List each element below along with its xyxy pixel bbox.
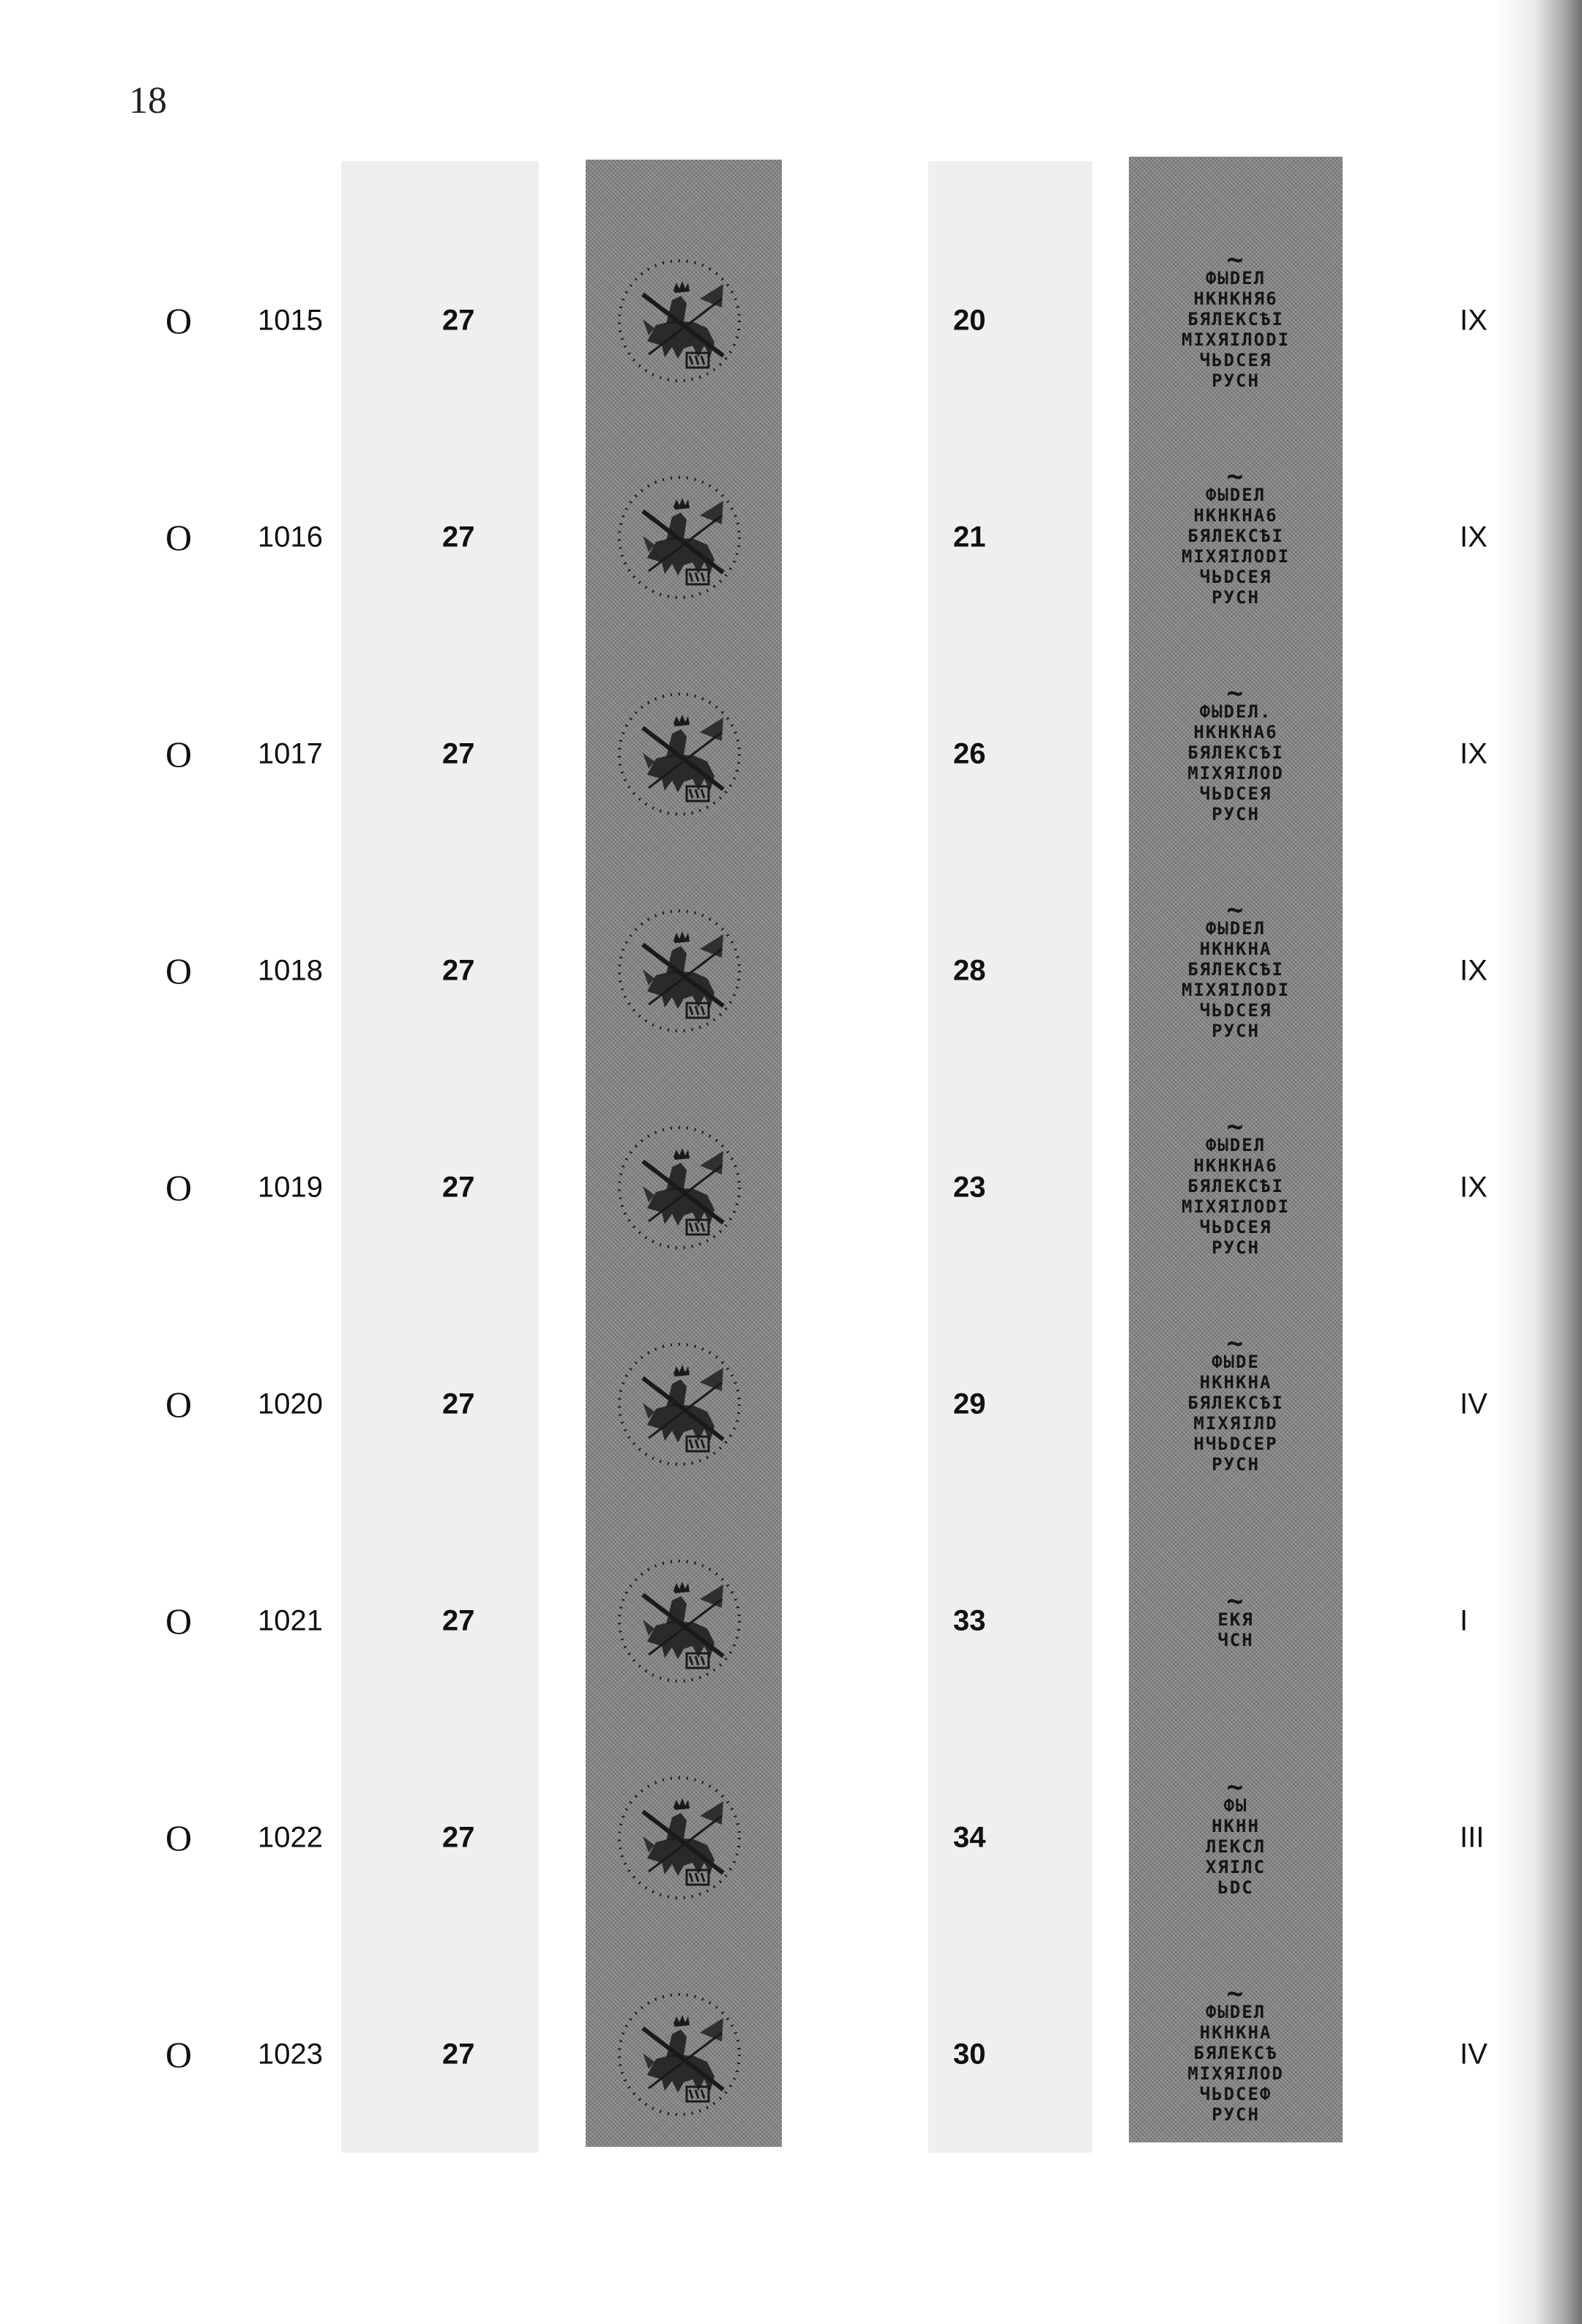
inscription-line: НКНКНЯ6 bbox=[1193, 288, 1278, 309]
inscription-line: ЧЬDСЕЯ bbox=[1199, 567, 1272, 587]
reverse-inscription bbox=[1129, 1110, 1343, 1258]
inscription-line: БЯЛЕКСѢI bbox=[1187, 1393, 1284, 1413]
diameter-value: 34 bbox=[953, 1821, 986, 1854]
catalog-number: 1018 bbox=[258, 954, 323, 987]
row-mark: O bbox=[165, 2034, 193, 2075]
inscription-line: БЯЛЕКСѢI bbox=[1187, 742, 1284, 763]
table-row bbox=[0, 1513, 1582, 1729]
diameter-value: 29 bbox=[953, 1388, 986, 1420]
row-mark: O bbox=[165, 734, 193, 775]
table-row bbox=[0, 1079, 1582, 1296]
reverse-inscription bbox=[1129, 1327, 1343, 1475]
inscription-line: РУСН bbox=[1212, 1454, 1260, 1475]
inscription-line: РУСН bbox=[1212, 1021, 1260, 1041]
grade-value: IX bbox=[1460, 954, 1488, 987]
inscription-line: ЧЬDСЕЯ bbox=[1199, 350, 1272, 370]
weight-value: 27 bbox=[442, 954, 475, 987]
weight-value: 27 bbox=[442, 1604, 475, 1637]
inscription-line: ФЫDЕ bbox=[1212, 1352, 1260, 1372]
catalog-number: 1022 bbox=[258, 1821, 323, 1854]
inscription-line: РУСН bbox=[1212, 370, 1260, 391]
row-mark: O bbox=[165, 950, 193, 991]
inscription-line: ФЫDЕЛ bbox=[1205, 2002, 1266, 2022]
catalog-number: 1016 bbox=[258, 521, 323, 554]
inscription-line: ФЫDЕЛ bbox=[1205, 485, 1266, 505]
inscription-line: БЯЛЕКСѢ bbox=[1193, 2043, 1278, 2063]
inscription-line: MIXЯIЛODI bbox=[1181, 329, 1291, 350]
row-mark: O bbox=[165, 517, 193, 558]
inscription-line: MIXЯIЛОD bbox=[1187, 2063, 1284, 2084]
inscription-line: РУСН bbox=[1212, 587, 1260, 608]
inscription-line: ЧЬDСЕФ bbox=[1199, 2084, 1272, 2104]
weight-value: 27 bbox=[442, 1821, 475, 1854]
row-mark: O bbox=[165, 1601, 193, 1642]
table-row bbox=[0, 212, 1582, 429]
inscription-line: НКНН bbox=[1212, 1816, 1260, 1836]
inscription-line: БЯЛЕКСѢI bbox=[1187, 309, 1284, 329]
weight-value: 27 bbox=[442, 2038, 475, 2071]
obverse-rider-icon bbox=[613, 688, 745, 820]
grade-value: I bbox=[1460, 1604, 1469, 1637]
inscription-line: НКНКНА6 bbox=[1193, 1155, 1278, 1176]
titlo-mark: ~ bbox=[1226, 1327, 1245, 1359]
inscription-line: РУСН bbox=[1212, 2104, 1260, 2125]
obverse-rider-icon bbox=[613, 255, 745, 387]
inscription-line: ЬDС bbox=[1217, 1877, 1254, 1898]
diameter-value: 28 bbox=[953, 954, 986, 987]
inscription-line: НКНКНА bbox=[1199, 939, 1272, 959]
inscription-line: ЧЬDСЕЯ bbox=[1199, 1217, 1272, 1237]
titlo-mark: ~ bbox=[1226, 460, 1245, 492]
inscription-line: НКНКНА bbox=[1199, 2022, 1272, 2043]
inscription-line: БЯЛЕКСѢI bbox=[1187, 526, 1284, 546]
titlo-mark: ~ bbox=[1226, 1770, 1245, 1803]
titlo-mark: ~ bbox=[1226, 1110, 1245, 1142]
inscription-line: ЕКЯ bbox=[1217, 1609, 1254, 1630]
weight-value: 27 bbox=[442, 1388, 475, 1420]
obverse-rider-icon bbox=[613, 1338, 745, 1470]
inscription-line: ФЫDЕЛ. bbox=[1199, 701, 1272, 722]
inscription-line: MIXЯIЛD bbox=[1193, 1413, 1278, 1434]
titlo-mark: ~ bbox=[1226, 243, 1245, 275]
inscription-line: MIXЯIЛОD bbox=[1187, 763, 1284, 783]
row-mark: O bbox=[165, 1167, 193, 1208]
table-row bbox=[0, 1946, 1582, 2163]
grade-value: IX bbox=[1460, 304, 1488, 337]
reverse-inscription bbox=[1129, 460, 1343, 608]
titlo-mark: ~ bbox=[1226, 1584, 1245, 1617]
grade-value: IV bbox=[1460, 1388, 1488, 1420]
obverse-rider-icon bbox=[613, 1122, 745, 1254]
grade-value: IX bbox=[1460, 737, 1488, 770]
inscription-line: MIXЯIЛODI bbox=[1181, 980, 1291, 1000]
inscription-line: ЛЕКСЛ bbox=[1205, 1836, 1266, 1857]
catalog-number: 1021 bbox=[258, 1604, 323, 1637]
reverse-inscription bbox=[1129, 243, 1343, 391]
inscription-line: ЧЬDСЕЯ bbox=[1199, 1000, 1272, 1021]
inscription-line: БЯЛЕКСѢI bbox=[1187, 959, 1284, 980]
grade-value: IX bbox=[1460, 521, 1488, 554]
table-row bbox=[0, 1296, 1582, 1513]
inscription-line: НКНКНА6 bbox=[1193, 505, 1278, 526]
diameter-value: 30 bbox=[953, 2038, 986, 2071]
inscription-line: РУСН bbox=[1212, 804, 1260, 824]
inscription-line: ФЫDЕЛ bbox=[1205, 918, 1266, 939]
table-row bbox=[0, 429, 1582, 646]
grade-value: IV bbox=[1460, 2038, 1488, 2071]
titlo-mark: ~ bbox=[1226, 1977, 1245, 2009]
inscription-line: MIXЯIЛODI bbox=[1181, 546, 1291, 567]
row-mark: O bbox=[165, 300, 193, 341]
inscription-line: НЧЬDСЕР bbox=[1193, 1434, 1278, 1454]
obverse-rider-icon bbox=[613, 1772, 745, 1904]
table-row bbox=[0, 646, 1582, 863]
reverse-inscription bbox=[1129, 893, 1343, 1041]
inscription-line: ЧЬDСЕЯ bbox=[1199, 783, 1272, 804]
diameter-value: 33 bbox=[953, 1604, 986, 1637]
page-number: 18 bbox=[129, 80, 167, 122]
inscription-line: ФЫDЕЛ bbox=[1205, 1135, 1266, 1155]
diameter-value: 26 bbox=[953, 737, 986, 770]
titlo-mark: ~ bbox=[1226, 677, 1245, 709]
obverse-rider-icon bbox=[613, 1989, 745, 2120]
inscription-line: ФЫ bbox=[1223, 1795, 1248, 1816]
weight-value: 27 bbox=[442, 737, 475, 770]
catalog-number: 1019 bbox=[258, 1171, 323, 1204]
reverse-inscription bbox=[1129, 1584, 1343, 1650]
catalog-number: 1015 bbox=[258, 304, 323, 337]
row-mark: O bbox=[165, 1817, 193, 1858]
row-mark: O bbox=[165, 1384, 193, 1425]
inscription-line: ФЫDЕЛ bbox=[1205, 268, 1266, 288]
weight-value: 27 bbox=[442, 304, 475, 337]
reverse-inscription bbox=[1129, 677, 1343, 824]
titlo-mark: ~ bbox=[1226, 893, 1245, 925]
weight-value: 27 bbox=[442, 1171, 475, 1204]
reverse-inscription bbox=[1129, 1977, 1343, 2125]
inscription-line: НКНКНА bbox=[1199, 1372, 1272, 1393]
inscription-line: РУСН bbox=[1212, 1237, 1260, 1258]
obverse-rider-icon bbox=[613, 1555, 745, 1687]
inscription-line: ХЯIЛС bbox=[1205, 1857, 1266, 1877]
catalog-number: 1023 bbox=[258, 2038, 323, 2071]
diameter-value: 23 bbox=[953, 1171, 986, 1204]
inscription-line: НКНКНА6 bbox=[1193, 722, 1278, 742]
obverse-rider-icon bbox=[613, 905, 745, 1037]
catalog-number: 1020 bbox=[258, 1388, 323, 1420]
inscription-line: MIXЯIЛODI bbox=[1181, 1196, 1291, 1217]
grade-value: III bbox=[1460, 1821, 1485, 1854]
catalog-number: 1017 bbox=[258, 737, 323, 770]
inscription-line: ЧСН bbox=[1217, 1630, 1254, 1650]
inscription-line: БЯЛЕКСѢI bbox=[1187, 1176, 1284, 1196]
obverse-rider-icon bbox=[613, 472, 745, 603]
table-row bbox=[0, 1729, 1582, 1946]
table-row bbox=[0, 863, 1582, 1079]
diameter-value: 20 bbox=[953, 304, 986, 337]
grade-value: IX bbox=[1460, 1171, 1488, 1204]
weight-value: 27 bbox=[442, 521, 475, 554]
diameter-value: 21 bbox=[953, 521, 986, 554]
reverse-inscription bbox=[1129, 1770, 1343, 1898]
